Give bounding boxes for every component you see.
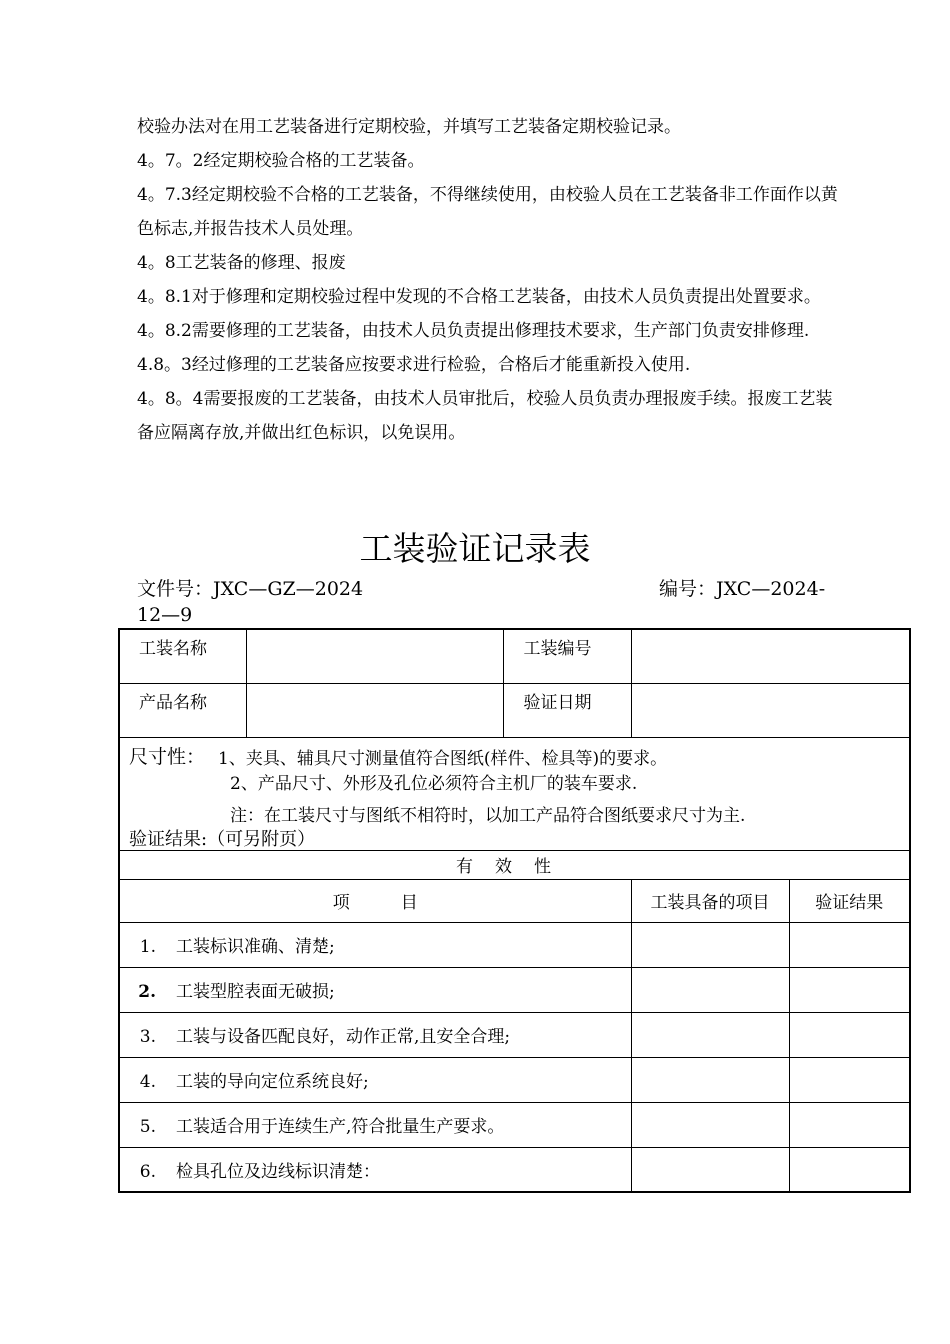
- table-row: [119, 922, 910, 967]
- item-text: 工装与设备匹配良好，动作正常,且安全合理;: [176, 1027, 511, 1047]
- serial-number-continued: 12—9: [137, 604, 193, 626]
- has-item-cell[interactable]: [631, 922, 789, 967]
- table-row: [119, 1057, 910, 1102]
- result-cell[interactable]: [789, 1057, 910, 1102]
- verification-form-table: [118, 628, 911, 1193]
- table-row: [119, 1147, 910, 1192]
- item-number: 3.: [139, 1027, 156, 1047]
- tooling-name-field[interactable]: [246, 629, 503, 683]
- dimension-note: 注：在工装尺寸与图纸不相符时，以加工产品符合图纸要求尺寸为主.: [230, 805, 746, 826]
- has-item-cell[interactable]: [631, 1057, 789, 1102]
- dimension-label: 尺寸性：: [129, 745, 206, 768]
- paragraph: 4。8工艺装备的修理、报废: [137, 253, 346, 273]
- tooling-number-label: 工装编号: [503, 629, 631, 683]
- procedure-text: [137, 110, 842, 450]
- item-number: 2.: [138, 982, 156, 1002]
- result-cell[interactable]: [789, 1102, 910, 1147]
- tooling-number-field[interactable]: [631, 629, 910, 683]
- result-cell[interactable]: [789, 967, 910, 1012]
- dimension-section: [119, 737, 910, 850]
- has-item-cell[interactable]: [631, 967, 789, 1012]
- column-header-result: 验证结果: [789, 879, 910, 922]
- paragraph: 4.8。3经过修理的工艺装备应按要求进行检验，合格后才能重新投入使用.: [137, 355, 691, 375]
- document-number-line: [137, 576, 842, 626]
- item-text: 检具孔位及边线标识清楚：: [176, 1161, 380, 1182]
- has-item-cell[interactable]: [631, 1147, 789, 1192]
- result-cell[interactable]: [789, 1012, 910, 1057]
- verify-date-label: 验证日期: [503, 683, 631, 737]
- has-item-cell[interactable]: [631, 1102, 789, 1147]
- dimension-requirement-2: 2、产品尺寸、外形及孔位必须符合主机厂的装车要求.: [230, 773, 638, 794]
- result-cell[interactable]: [789, 922, 910, 967]
- paragraph: 4。7。2经定期校验合格的工艺装备。: [137, 151, 425, 171]
- paragraph: 4。8。4需要报废的工艺装备，由技术人员审批后，校验人员负责办理报废手续。报废工艺装备应隔离存放,并做出红色标识，以免误用。: [137, 389, 833, 443]
- verify-date-field[interactable]: [631, 683, 910, 737]
- table-row: [119, 1012, 910, 1057]
- verify-result-label: 验证结果:（可另附页）: [129, 828, 316, 850]
- item-text: 工装型腔表面无破损;: [176, 982, 335, 1002]
- paragraph: 4。8.1对于修理和定期校验过程中发现的不合格工艺装备，由技术人员负责提出处置要求。: [137, 287, 821, 307]
- serial-number: 编号：JXC—2024-: [659, 578, 826, 600]
- form-title: 工装验证记录表: [359, 529, 591, 568]
- item-text: 工装的导向定位系统良好;: [176, 1072, 369, 1092]
- table-row: [119, 967, 910, 1012]
- dimension-requirement-1: 1、夹具、辅具尺寸测量值符合图纸(样件、检具等)的要求。: [218, 748, 668, 769]
- result-cell[interactable]: [789, 1147, 910, 1192]
- product-name-field[interactable]: [246, 683, 503, 737]
- product-name-label: 产品名称: [119, 683, 246, 737]
- item-text: 工装适合用于连续生产,符合批量生产要求。: [176, 1117, 505, 1137]
- item-text: 工装标识准确、清楚;: [176, 937, 335, 957]
- item-number: 4.: [139, 1072, 156, 1092]
- paragraph: 校验办法对在用工艺装备进行定期校验，并填写工艺装备定期校验记录。: [137, 117, 681, 137]
- table-row: [119, 1102, 910, 1147]
- column-header-item: 项 目: [119, 879, 631, 922]
- item-number: 1.: [139, 937, 156, 957]
- item-number: 6.: [139, 1161, 156, 1182]
- paragraph: 4。7.3经定期校验不合格的工艺装备，不得继续使用，由校验人员在工艺装备非工作面作以黄色标志,并报告技术人员处理。: [137, 185, 838, 239]
- has-item-cell[interactable]: [631, 1012, 789, 1057]
- paragraph: 4。8.2需要修理的工艺装备，由技术人员负责提出修理技术要求，生产部门负责安排修理.: [137, 321, 810, 341]
- column-header-has-item: 工装具备的项目: [631, 879, 789, 922]
- item-number: 5.: [139, 1117, 156, 1137]
- validity-header: 有效性: [119, 850, 910, 879]
- tooling-name-label: 工装名称: [119, 629, 246, 683]
- file-number: 文件号：JXC—GZ—2024: [137, 578, 364, 600]
